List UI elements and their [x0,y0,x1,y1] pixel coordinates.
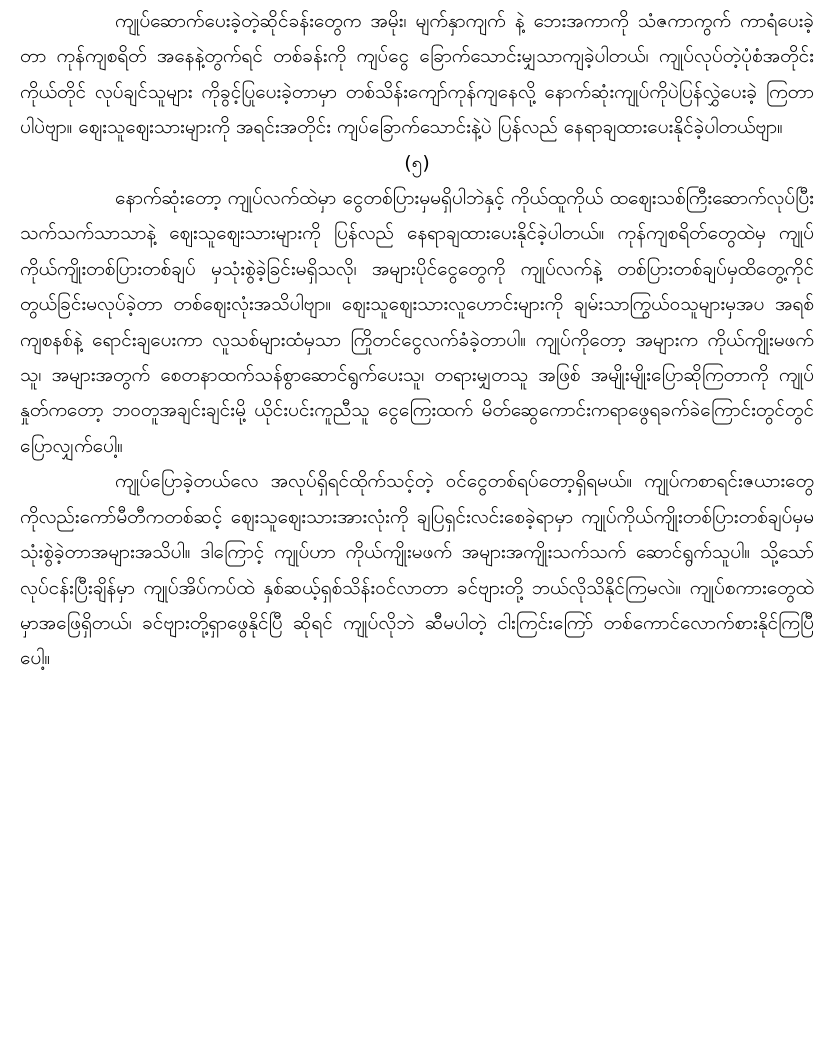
section-number: (၅) [404,151,430,174]
paragraph: ကျုပ်ဆောက်ပေးခဲ့တဲ့ဆိုင်ခန်းတွေက အမိုး၊ မျက်နှာကျက် နဲ့ ဘေးအကာကို သံဇကာကွက် ကာရံပေးခဲ့တာ ကုန်ကျစရိတ် အနေနဲ့တွက်ရင် တစ်ခန်းကို ကျပ်ငွေ ခြောက်သောင်းမျှသာကျခဲ့ပါတယ်၊ ကျုပ်လုပ်တဲ့ပုံစံအတိုင်းကိုယ်တိုင် လုပ်ချင်သူများ ကိုခွင့်ပြုပေးခဲ့တာမှာ တစ်သိန်းကျော်ကုန်ကျနေလို့ နောက်ဆုံးကျုပ်ကိုပဲပြန်လွှဲပေးခဲ့ ကြတာပါပဲဗျာ။ ဈေးသူဈေးသားများကို အရင်းအတိုင်း ကျပ်ခြောက်သောင်းနဲ့ပဲ ပြန်လည် နေရာချထားပေးနိုင်ခဲ့ပါတယ်ဗျာ။ [20,10,814,139]
paragraph: ကျုပ်ပြောခဲ့တယ်လေ အလုပ်ရှိရင်ထိုက်သင့်တဲ့ ဝင်ငွေတစ်ရပ်တော့ရှိရမယ်။ ကျုပ်ကစာရင်းဇယားတွေကိုလည်းကော်မီတီကတစ်ဆင့် ဈေးသူဈေးသားအားလုံးကို ချပြရှင်းလင်းစေခဲ့ရာမှာ ကျုပ်ကိုယ်ကျိုးတစ်ပြားတစ်ချပ်မှမသုံးစွဲခဲ့တာအများအသိပါ။ ဒါကြောင့် ကျုပ်ဟာ ကိုယ်ကျိုးမဖက် အများအကျိုးသက်သက် ဆောင်ရွက်သူပါ။ သို့သော် လုပ်ငန်းပြီးချိန်မှာ ကျုပ်အိပ်ကပ်ထဲ နှစ်ဆယ့်ရှစ်သိန်းဝင်လာတာ ခင်ဗျားတို့ ဘယ်လိုသိနိုင်ကြမလဲ။ ကျုပ်စကားတွေထဲမှာအဖြေရှိတယ်၊ ခင်ဗျားတို့ရှာဖွေနိုင်ပြီ ဆိုရင် ကျုပ်လိုဘဲ ဆီမပါတဲ့ ငါးကြင်းကြော် တစ်ကောင်လောက်စားနိုင်ကြပြီပေါ့။ [20,470,814,670]
paragraph: နောက်ဆုံးတော့ ကျုပ်လက်ထဲမှာ ငွေတစ်ပြားမှမရှိပါဘဲနှင့် ကိုယ်ထူကိုယ် ထဈေးသစ်ကြီးဆောက်လုပ်ပြီး သက်သက်သာသာနဲ့ ဈေးသူဈေးသားများကို ပြန်လည် နေရာချထားပေးနိုင်ခဲ့ပါတယ်။ ကုန်ကျစရိတ်တွေထဲမှ ကျုပ်ကိုယ်ကျိုးတစ်ပြားတစ်ချပ် မှသုံးစွဲခဲ့ခြင်းမရှိသလို၊ အများပိုင်ငွေတွေကို ကျုပ်လက်နဲ့ တစ်ပြားတစ်ချပ်မှထိတွေ့ကိုင် တွယ်ခြင်းမလုပ်ခဲ့တာ တစ်ဈေးလုံးအသိပါဗျာ။ ဈေးသူဈေးသားလူဟောင်းများကို ချမ်းသာကြွယ်ဝသူများမှအပ အရစ်ကျစနစ်နဲ့ ရောင်းချပေးကာ လူသစ်များထံမှသာ ကြိုတင်ငွေလက်ခံခဲ့တာပါ။ ကျုပ်ကိုတော့ အများက ကိုယ်ကျိုးမဖက်သူ၊ အများအတွက် စေတနာထက်သန်စွာဆောင်ရွက်ပေးသူ၊ တရားမျှတသူ အဖြစ် အမျိုးမျိုးပြောဆိုကြတာကို ကျုပ်နှုတ်ကတော့ ဘဝတူအချင်းချင်းမို့ ယိုင်းပင်းကူညီသူ ငွေကြေးထက် မိတ်ဆွေကောင်းကရာဖွေရခက်ခဲကြောင်းတွင်တွင်ပြောလျှက်ပေါ့။ [20,187,814,457]
document-page [20,4,814,677]
